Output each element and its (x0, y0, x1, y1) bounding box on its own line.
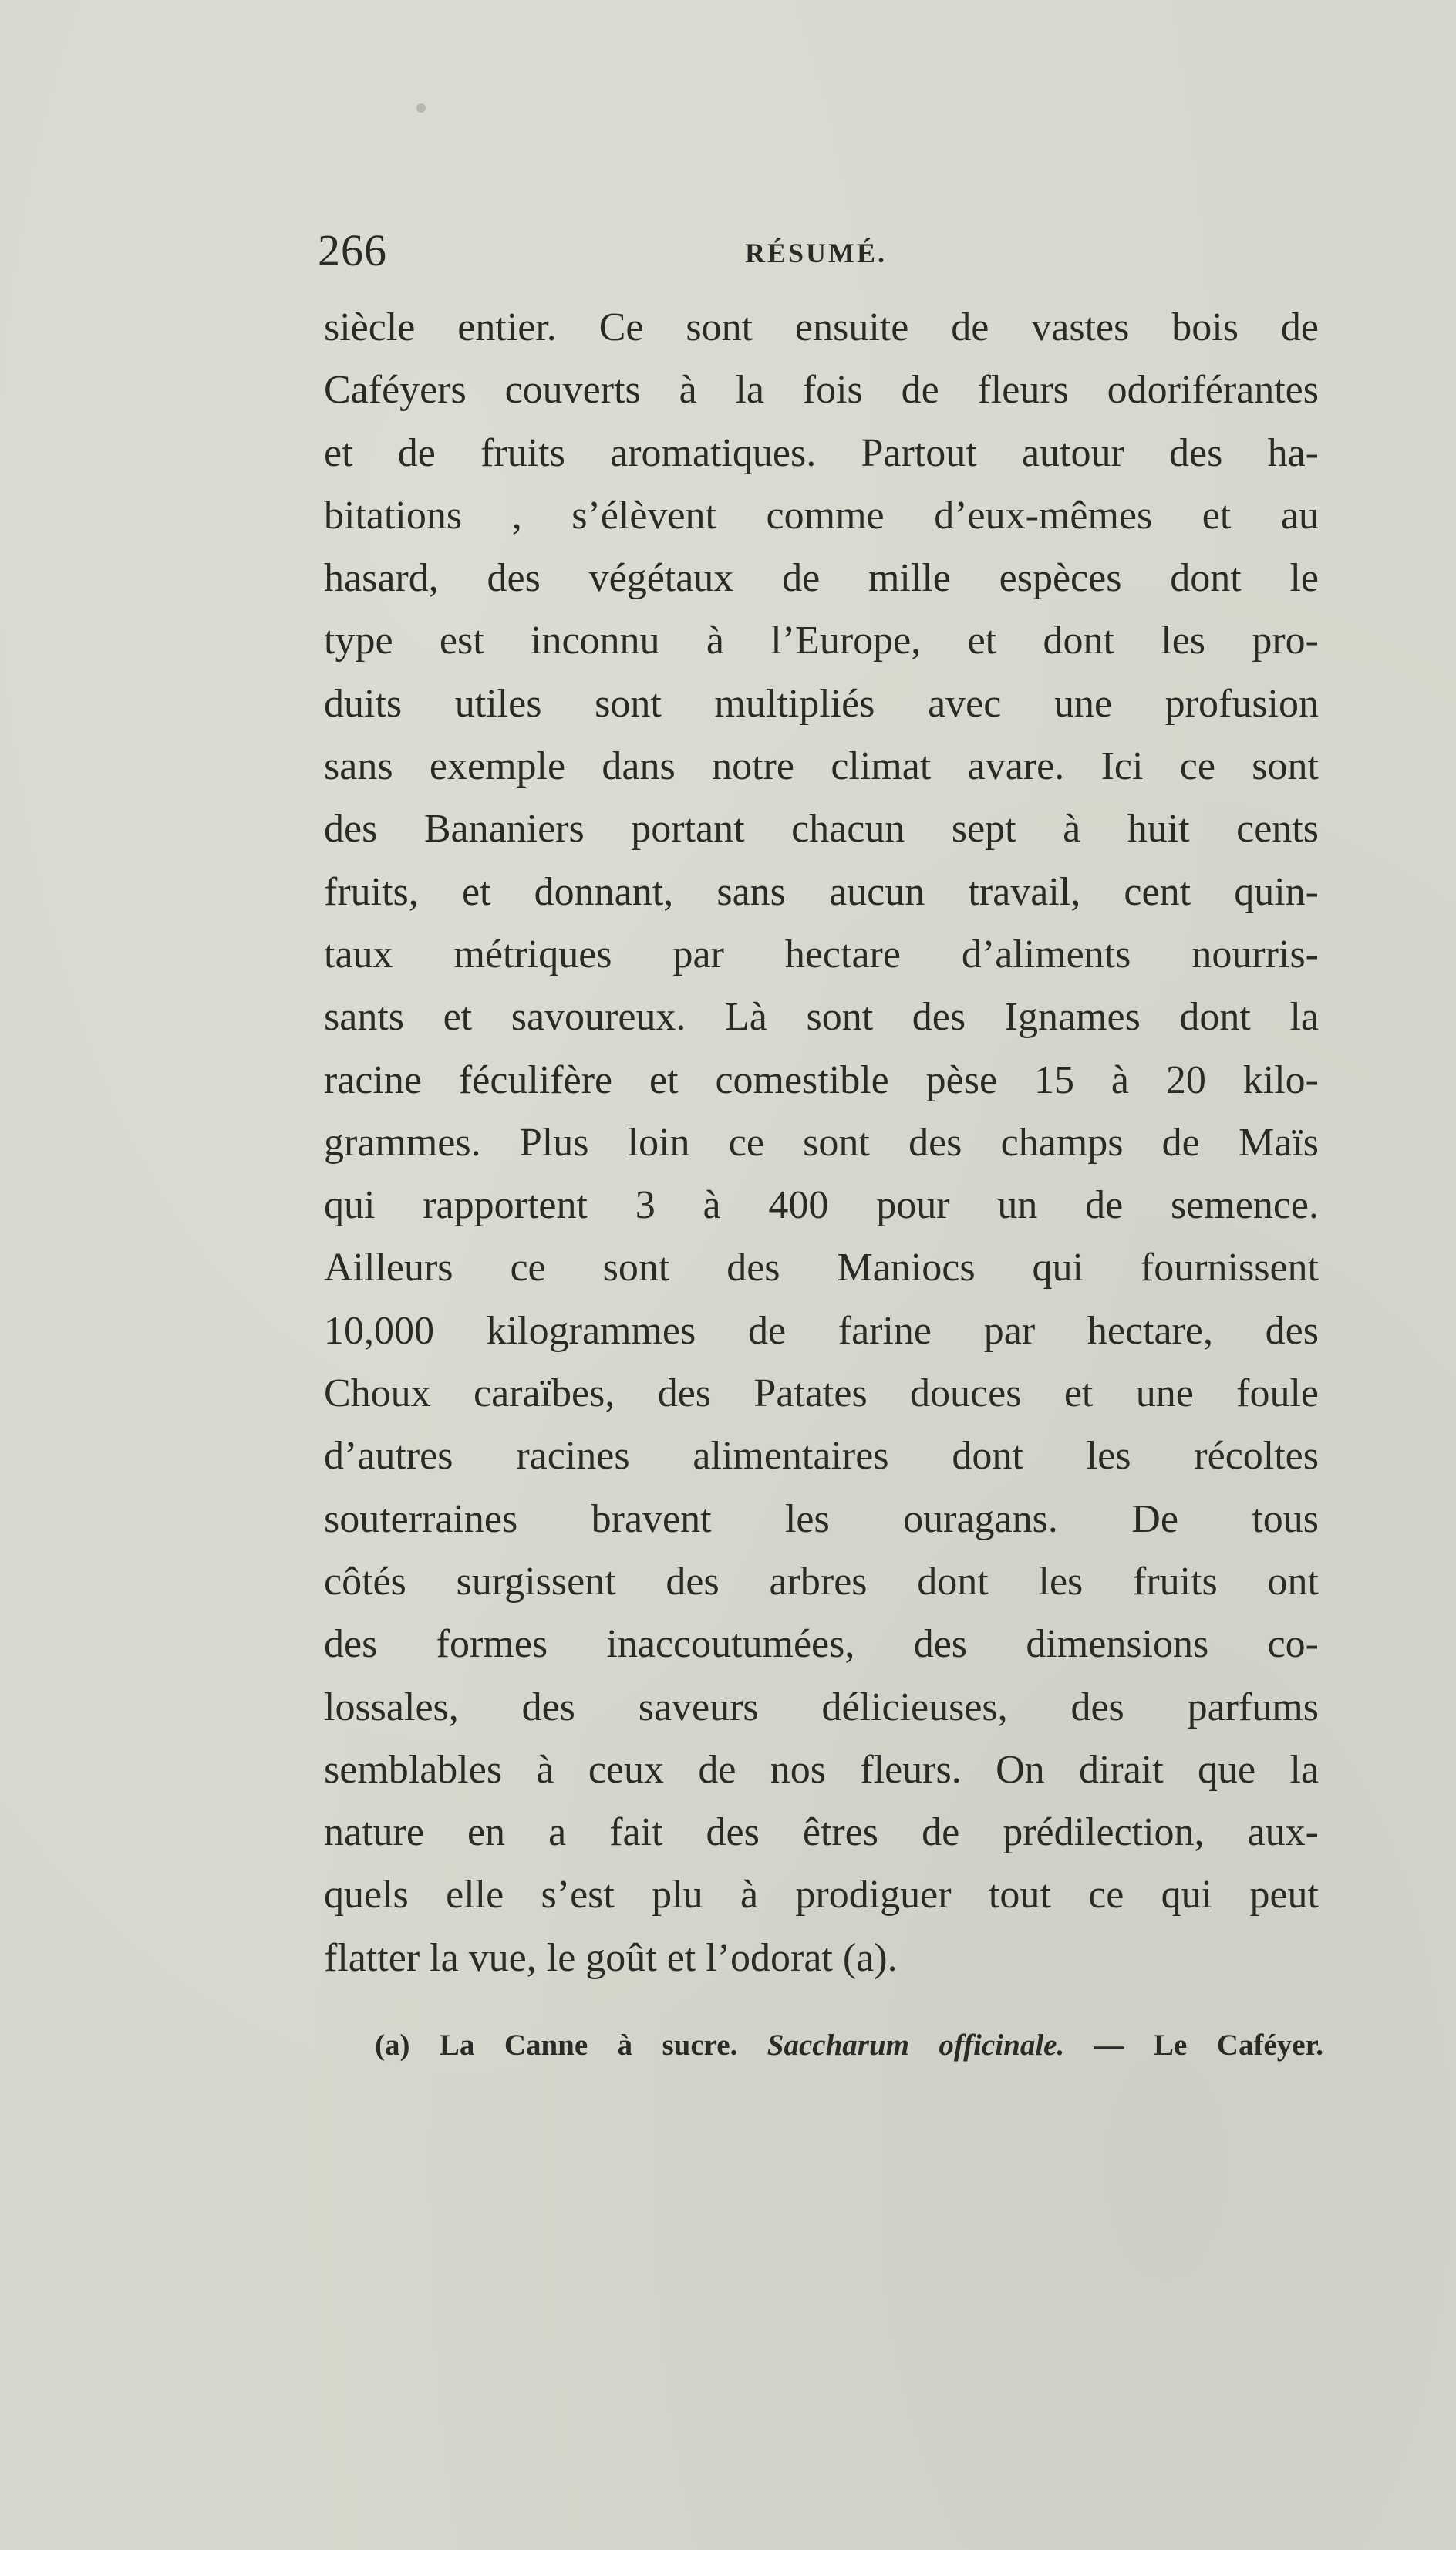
text-line: des formes inaccoutumées, des dimensions co- (324, 1622, 1319, 1667)
running-title: RÉSUMÉ. (745, 238, 888, 268)
text-line: lossales, des saveurs délicieuses, des parfums (324, 1685, 1319, 1729)
text-line: duits utiles sont multipliés avec une profusion (324, 681, 1319, 726)
footnote-text-italic: Saccharum officinale. (767, 2029, 1065, 2062)
footnote-text-after: — Le Caféyer. (1094, 2029, 1324, 2062)
body-text (324, 296, 1319, 1989)
text-line: semblables à ceux de nos fleurs. On dirait que la (324, 1747, 1319, 1792)
text-line: flatter la vue, le goût et l’odorat (a). (324, 1935, 898, 1980)
text-line: 10,000 kilogrammes de farine par hectare, des (324, 1308, 1319, 1353)
text-line: hasard, des végétaux de mille espèces dont le (324, 556, 1319, 601)
text-line: des Bananiers portant chacun sept à huit cents (324, 807, 1319, 852)
text-line: type est inconnu à l’Europe, et dont les pro- (324, 619, 1319, 663)
text-line: d’autres racines alimentaires dont les récoltes (324, 1434, 1319, 1479)
text-line: Choux caraïbes, des Patates douces et une foule (324, 1371, 1319, 1416)
text-line: sants et savoureux. Là sont des Ignames dont la (324, 995, 1319, 1040)
text-line: racine féculifère et comestible pèse 15 à 20 kilo- (324, 1057, 1319, 1102)
running-head (0, 224, 1456, 285)
text-line: grammes. Plus loin ce sont des champs de Maïs (324, 1120, 1319, 1165)
footnote-marker: (a) (375, 2029, 410, 2062)
text-line: côtés surgissent des arbres dont les fruits ont (324, 1559, 1319, 1604)
text-line: siècle entier. Ce sont ensuite de vastes bois de (324, 305, 1319, 349)
text-line: Caféyers couverts à la fois de fleurs odoriférantes (324, 368, 1319, 413)
text-line: quels elle s’est plu à prodiguer tout ce qui peut (324, 1873, 1319, 1918)
text-line: bitations , s’élèvent comme d’eux-mêmes et au (324, 493, 1319, 538)
text-line: nature en a fait des êtres de prédilection, aux- (324, 1810, 1319, 1855)
text-line: souterraines bravent les ouragans. De tous (324, 1496, 1319, 1541)
text-line: Ailleurs ce sont des Maniocs qui fournissent (324, 1246, 1319, 1290)
ink-speck (416, 103, 426, 113)
text-line: qui rapportent 3 à 400 pour un de semence. (324, 1183, 1319, 1228)
text-line: sans exemple dans notre climat avare. Ici ce sont (324, 744, 1319, 789)
page-number: 266 (318, 225, 387, 275)
text-line: taux métriques par hectare d’aliments nourris- (324, 932, 1319, 976)
footnote (375, 2022, 1323, 2069)
text-line: et de fruits aromatiques. Partout autour des ha- (324, 430, 1319, 475)
text-line: fruits, et donnant, sans aucun travail, cent quin- (324, 869, 1319, 914)
footnote-text-before: La Canne à sucre. (439, 2029, 738, 2062)
